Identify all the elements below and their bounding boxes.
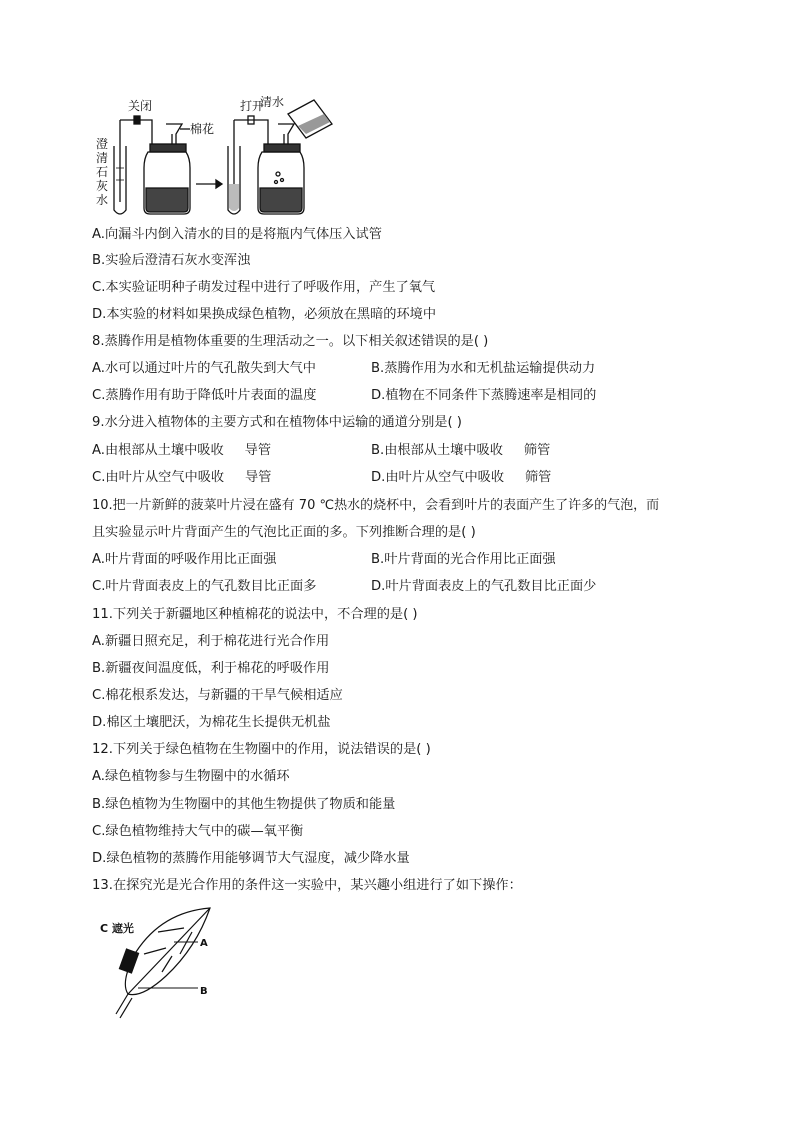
- connecting-tube-right: [234, 116, 268, 146]
- seed-respiration-apparatus-figure: [92, 96, 342, 220]
- shading-paper: [119, 948, 140, 973]
- q11-option-d: D.棉区土壤肥沃，为棉花生长提供无机盐: [92, 715, 331, 730]
- q9-option-d: D.由叶片从空气中吸收 筛管: [371, 470, 552, 485]
- q10-stem-line1: 10.把一片新鲜的菠菜叶片浸在盛有 70 ℃热水的烧杯中，会看到叶片的表面产生了许多的气泡，而: [92, 498, 660, 513]
- process-arrow: [196, 180, 222, 188]
- cotton-label: 棉花: [190, 122, 215, 136]
- q7-option-d: D.本实验的材料如果换成绿色植物，必须放在黑暗的环境中: [92, 307, 437, 322]
- q11-option-b: B.新疆夜间温度低，利于棉花的呼吸作用: [92, 661, 330, 676]
- limewater-char: 石: [96, 165, 109, 179]
- shading-label: C 遮光: [100, 922, 134, 935]
- q8-option-a: A.水可以通过叶片的气孔散失到大气中: [92, 361, 316, 376]
- closed-label: 关闭: [128, 99, 153, 113]
- jar-right: [258, 144, 304, 214]
- connecting-tube-left: [120, 116, 152, 146]
- q10-option-a: A.叶片背面的呼吸作用比正面强: [92, 552, 277, 567]
- limewater-char: 清: [96, 151, 109, 165]
- q9-option-a: A.由根部从土壤中吸收 导管: [92, 443, 272, 458]
- q9-stem: 9.水分进入植物体的主要方式和在植物体中运输的通道分别是( ): [92, 415, 462, 430]
- q8-option-b: B.蒸腾作用为水和无机盐运输提供动力: [371, 361, 596, 376]
- open-label: 打开: [240, 99, 265, 113]
- q12-stem: 12.下列关于绿色植物在生物圈中的作用，说法错误的是( ): [92, 742, 431, 757]
- q11-stem: 11.下列关于新疆地区种植棉花的说法中，不合理的是( ): [92, 607, 418, 622]
- q7-option-c: C.本实验证明种子萌发过程中进行了呼吸作用，产生了氧气: [92, 280, 436, 295]
- q12-option-a: A.绿色植物参与生物圈中的水循环: [92, 769, 290, 784]
- test-tube-right: [228, 120, 240, 214]
- q10-option-c: C.叶片背面表皮上的气孔数目比正面多: [92, 579, 317, 594]
- limewater-char: 水: [96, 193, 109, 207]
- q10-option-b: B.叶片背面的光合作用比正面强: [371, 552, 556, 567]
- q12-option-d: D.绿色植物的蒸腾作用能够调节大气湿度，减少降水量: [92, 851, 410, 866]
- jar-left: [144, 144, 190, 214]
- q8-option-c: C.蒸腾作用有助于降低叶片表面的温度: [92, 388, 317, 403]
- limewater-char: 灰: [96, 179, 109, 193]
- q8-stem: 8.蒸腾作用是植物体重要的生理活动之一。以下相关叙述错误的是( ): [92, 334, 489, 349]
- q9-option-b: B.由根部从土壤中吸收 筛管: [371, 443, 551, 458]
- q7-option-a: A.向漏斗内倒入清水的目的是将瓶内气体压入试管: [92, 227, 382, 242]
- q12-option-c: C.绿色植物维持大气中的碳—氧平衡: [92, 824, 304, 839]
- q7-option-b: B.实验后澄清石灰水变浑浊: [92, 253, 251, 268]
- q8-option-d: D.植物在不同条件下蒸腾速率是相同的: [371, 388, 597, 403]
- q10-option-d: D.叶片背面表皮上的气孔数目比正面少: [371, 579, 597, 594]
- shaded-leaf-figure: [92, 902, 222, 1020]
- limewater-char: 澄: [96, 137, 109, 151]
- q11-option-c: C.棉花根系发达，与新疆的干旱气候相适应: [92, 688, 343, 703]
- q9-option-c: C.由叶片从空气中吸收 导管: [92, 470, 272, 485]
- water-label: 清水: [260, 96, 285, 109]
- limewater-label: [96, 137, 112, 207]
- water-beaker: [288, 100, 332, 138]
- q13-stem: 13.在探究光是光合作用的条件这一实验中，某兴趣小组进行了如下操作：: [92, 878, 522, 893]
- q10-stem-line2: 且实验显示叶片背面产生的气泡比正面的多。下列推断合理的是( ): [92, 525, 476, 540]
- label-b: B: [200, 986, 208, 997]
- q12-option-b: B.绿色植物为生物圈中的其他生物提供了物质和能量: [92, 797, 396, 812]
- label-a: A: [200, 938, 208, 949]
- q11-option-a: A.新疆日照充足，利于棉花进行光合作用: [92, 634, 330, 649]
- test-tube-left: [114, 120, 126, 214]
